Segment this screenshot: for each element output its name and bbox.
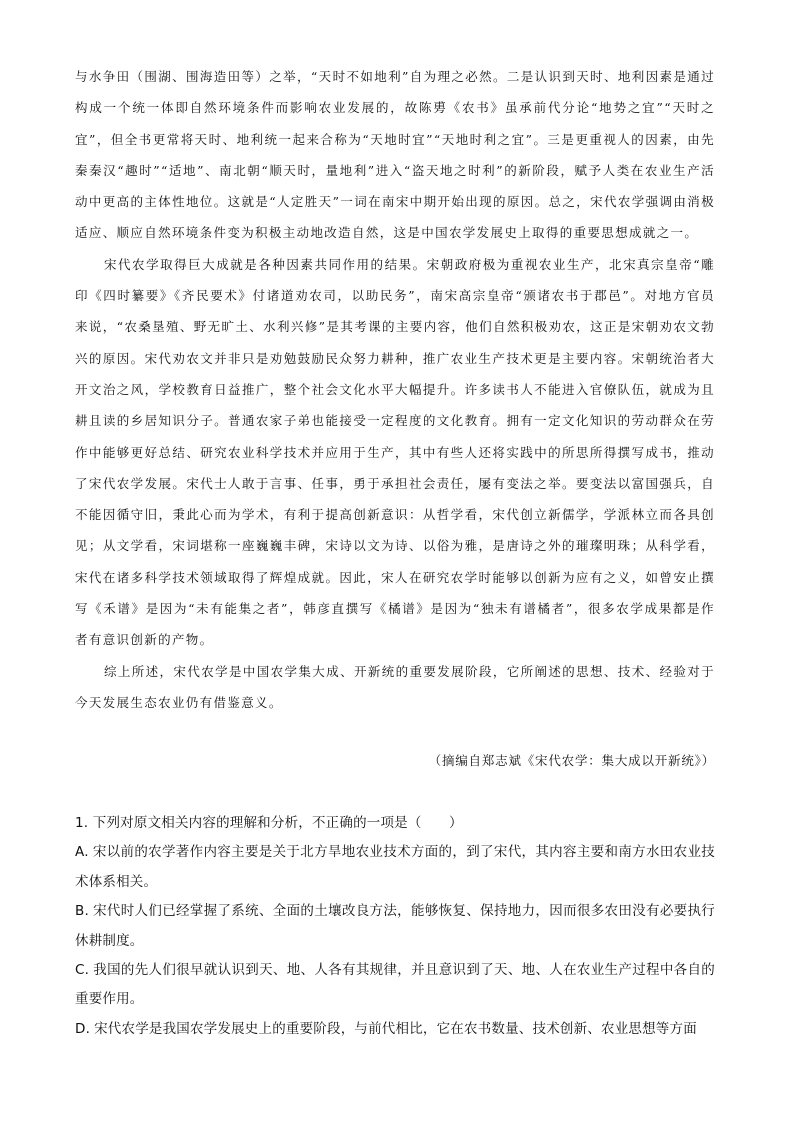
- option-b-text: 宋代时人们已经掌握了系统、全面的土壤改良方法，能够恢复、保持地力，因而很多农田没有必要执行休耕制度。: [75, 903, 715, 949]
- option-b: [75, 897, 715, 956]
- option-b-letter: B.: [75, 903, 89, 920]
- option-d-letter: D.: [75, 1020, 91, 1037]
- reading-passage: [75, 61, 715, 718]
- option-d-text: 宋代农学是我国农学发展史上的重要阶段，与前代相比，它在农书数量、技术创新、农业思想等方面: [94, 1020, 697, 1037]
- option-a-letter: A.: [75, 844, 89, 861]
- option-d: [75, 1015, 715, 1044]
- source-citation: （摘编自郑志斌《宋代农学：集大成以开新统》）: [428, 753, 715, 768]
- question-block: [75, 809, 715, 1044]
- option-c: [75, 956, 715, 1015]
- question-stem: 1. 下列对原文相关内容的理解和分析，不正确的一项是（ ）: [75, 815, 463, 831]
- passage-paragraph-1: 与水争田（围湖、围海造田等）之举，“天时不如地利”自为理之必然。二是认识到天时、地利因素是通过构成一个统一体即自然环境条件而影响农业发展的，故陈旉《农书》虽承前代分论“地势之宜”“天时之宜”，但全书更常将天时、地利统一起来合称为“天地时宜”“天地时利之宜”。三是更重视人的因素，由先秦秦汉“趣时”“适地”、南北朝“顺天时，量地利”进入“盗天地之时利”的新阶段，赋予人类在农业生产活动中更高的主体性地位。这就是“人定胜天”一词在南宋中期开始出现的原因。总之，宋代农学强调由消极适应、顺应自然环境条件变为积极主动地改造自然，这是中国农学发展史上取得的重要思想成就之一。: [75, 69, 715, 241]
- passage-paragraph-2: 宋代农学取得巨大成就是各种因素共同作用的结果。宋朝政府极为重视农业生产，北宋真宗皇帝“雕印《四时纂要》《齐民要术》付诸道劝农司，以助民务”，南宋高宗皇帝“颁诸农书于郡邑”。对地方官员来说，“农桑垦殖、野无旷土、水利兴修”是其考课的主要内容，他们自然积极劝农，这正是宋朝劝农文勃兴的原因。宋代劝农文并非只是劝勉鼓励民众努力耕种，推广农业生产技术更是主要内容。宋朝统治者大开文治之风，学校教育日益推广，整个社会文化水平大幅提升。许多读书人不能进入官僚队伍，就成为且耕且读的乡居知识分子。普通农家子弟也能接受一定程度的文化教育。拥有一定文化知识的劳动群众在劳作中能够更好总结、研究农业科学技术并应用于生产，其中有些人还将实践中的所思所得撰写成书，推动了宋代农学发展。宋代士人敢于言事、任事，勇于承担社会责任，屡有变法之举。要变法以富国强兵，自不能因循守旧，秉此心而为学术，有利于提高创新意识：从哲学看，宋代创立新儒学，学派林立而各具创见；从文学看，宋词堪称一座巍巍丰碑，宋诗以文为诗、以俗为雅，是唐诗之外的璀璨明珠；从科学看，宋代在诸多科学技术领域取得了辉煌成就。因此，宋人在研究农学时能够以创新为应有之义，如曾安止撰写《禾谱》是因为“未有能集之者”，韩彦直撰写《橘谱》是因为“独未有谱橘者”，很多农学成果都是作者有意识创新的产物。: [75, 256, 715, 648]
- option-c-text: 我国的先人们很早就认识到天、地、人各有其规律，并且意识到了天、地、人在农业生产过程中各自的重要作用。: [75, 962, 715, 1008]
- option-a: [75, 838, 715, 897]
- option-c-letter: C.: [75, 962, 90, 979]
- passage-paragraph-3: 综上所述，宋代农学是中国农学集大成、开新统的重要发展阶段，它所阐述的思想、技术、经验对于今天发展生态农业仍有借鉴意义。: [75, 663, 715, 710]
- option-a-text: 宋以前的农学著作内容主要是关于北方旱地农业技术方面的，到了宋代，其内容主要和南方水田农业技术体系相关。: [75, 844, 715, 890]
